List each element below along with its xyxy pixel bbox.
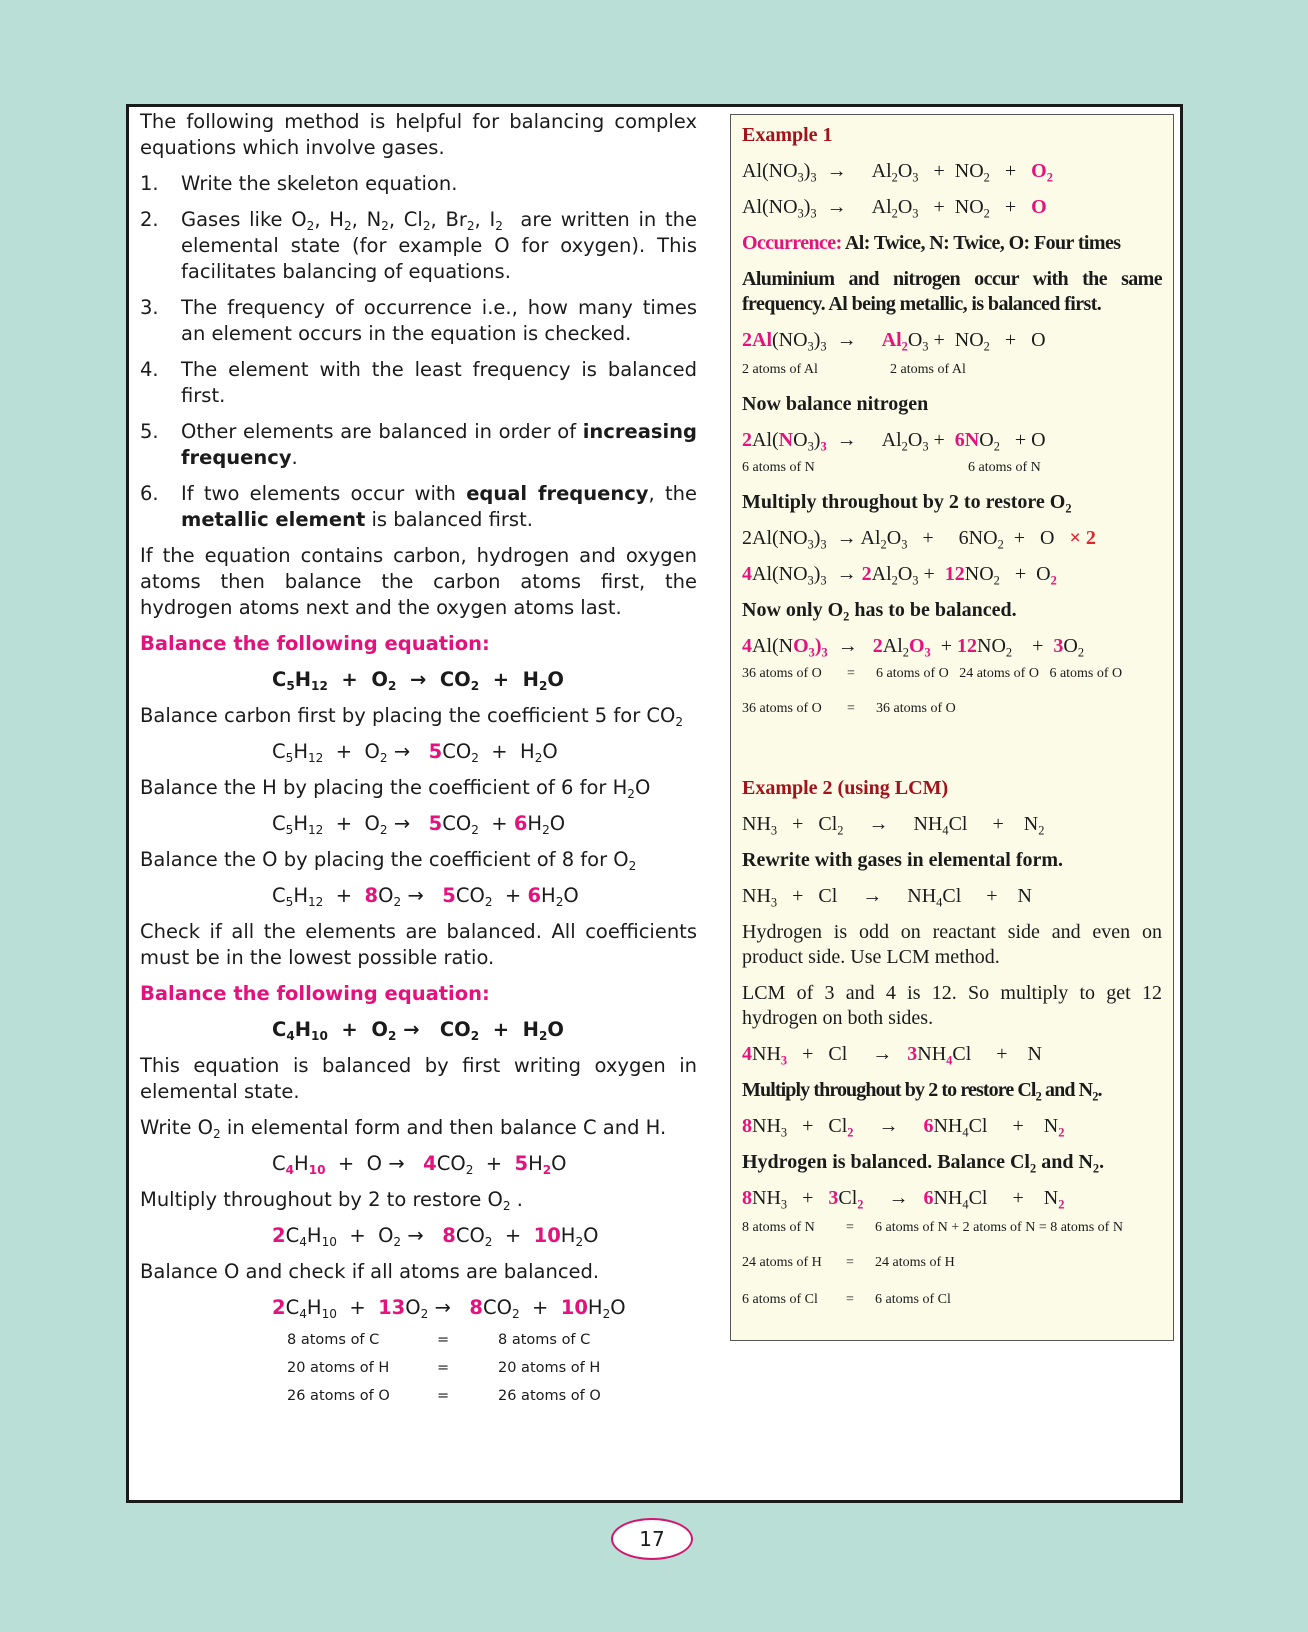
multiply-o2-heading: Multiply throughout by 2 to restore $O_2$: [742, 491, 1072, 516]
write-o2-instruction: Write $O_2$ in elemental form and then balance C and H.: [140, 1116, 667, 1142]
equation-c4h10-skeleton: $C_4H_{10} + O_2 \to CO_2 + H_2O$: [272, 1018, 564, 1044]
section-heading-1: Balance the following equation:: [140, 632, 490, 655]
h-balanced-heading: Hydrogen is balanced. Balance $Cl_2$ and $N_2$.: [742, 1151, 1105, 1176]
equation-c5h12-step2: $C_5H_{12} + O_2 \to 5CO_2 + 6H_2O$: [272, 812, 566, 838]
ex2-multiplied: $8NH_3 + Cl_2$ → $6NH_4Cl$ + $N_2$: [742, 1115, 1065, 1140]
atom-count-row: 26 atoms of O = 26 atoms of O: [287, 1388, 601, 1404]
equation-c4h10-step1: $C_4H_{10} + O \to 4CO_2 + 5H_2O$: [272, 1152, 567, 1178]
final-atom-note: 6 atoms of Cl = 6 atoms of Cl: [742, 1292, 951, 1307]
example-1-title: Example 1: [742, 124, 833, 146]
hydrogen-odd-paragraph: Hydrogen is odd on reactant side and even on product side. Use LCM method.: [742, 921, 1162, 968]
section-heading-2: Balance the following equation:: [140, 982, 490, 1005]
ex1-multiplied: $4Al(NO_3)_3 \to 2Al_2O_3 + 12NO_2 + O_2$: [742, 563, 1057, 588]
now-only-o2-heading: Now only $O_2$ has to be balanced.: [742, 599, 1017, 624]
ex1-balance-al: $2Al(NO_3)_3$ → $Al_2O_3 + NO_2 + O$: [742, 329, 1046, 354]
balance-o-paragraph: Balance O and check if all atoms are balanced.: [140, 1260, 600, 1283]
step-2: 2. Gases like $O_2$, $H_2$, $N_2$, $Cl_2$, $Br_2$, $I_2$ are written in the elemental state (for example O for oxygen). This facilitates balancing of equations.: [140, 208, 697, 283]
atom-count-row: 20 atoms of H = 20 atoms of H: [287, 1360, 601, 1376]
rewrite-heading: Rewrite with gases in elemental form.: [742, 849, 1064, 871]
step-6: 6. If two elements occur with equal frequency, the metallic element is balanced first.: [140, 482, 698, 531]
o-atom-note-2: 36 atoms of O = 36 atoms of O: [742, 701, 956, 716]
al-atom-note: 2 atoms of Al 2 atoms of Al: [742, 362, 966, 377]
ex1-multiply-2: $2Al(NO_3)_3 \to Al_2O_3$ + $6NO_2 + O \times 2$: [742, 527, 1096, 552]
page-number: 17: [611, 1518, 693, 1560]
equation-c4h10-step2: $2C_4H_{10} + O_2 \to 8CO_2 + 10H_2O$: [272, 1224, 599, 1250]
equation-c5h12-step3: $C_5H_{12} + 8O_2 \to 5CO_2 + 6H_2O$: [272, 884, 579, 910]
oxygen-instruction: Balance the O by placing the coefficient of 8 for $O_2$: [140, 848, 637, 874]
lcm-paragraph: LCM of 3 and 4 is 12. So multiply to get 12 hydrogen on both sides.: [742, 982, 1162, 1029]
method-steps: [140, 171, 697, 533]
atom-count-row: 8 atoms of C = 8 atoms of C: [287, 1332, 591, 1348]
step-1: 1. Write the skeleton equation.: [140, 172, 458, 195]
ex1-balance-n: $2Al(NO_3)_3$ → $Al_2O_3 + 6NO_2 + O$: [742, 429, 1046, 454]
equation-c4h10-final: $2C_4H_{10} + 13O_2 \to 8CO_2 + 10H_2O$: [272, 1296, 626, 1322]
ex2-skeleton: $NH_3 + Cl_2$ → $NH_4Cl$ + $N_2$: [742, 813, 1045, 838]
equation-c5h12-step1: $C_5H_{12} + O_2 \to 5CO_2 + H_2O$: [272, 740, 558, 766]
multiply-instruction: Multiply throughout by 2 to restore $O_2$ .: [140, 1188, 523, 1214]
step-4: 4. The element with the least frequency is balanced first.: [140, 358, 697, 407]
ex1-elemental: $Al(NO_3)_3$ → $Al_2O_3 + NO_2 + O$: [742, 196, 1047, 221]
ex2-lcm: $4NH_3 + Cl$ → $3NH_4Cl$ + N: [742, 1043, 1042, 1068]
now-nitrogen-heading: Now balance nitrogen: [742, 393, 929, 415]
ex1-final: $4Al(NO_3)_3 \to 2Al_2O_3 + 12NO_2$ + $3O_2$: [742, 635, 1085, 660]
ex1-skeleton: $Al(NO_3)_3$ → $Al_2O_3 + NO_2 + O_2$: [742, 160, 1053, 185]
hydrogen-instruction: Balance the H by placing the coefficient of 6 for $H_2O$: [140, 776, 651, 802]
final-atom-note: 24 atoms of H = 24 atoms of H: [742, 1255, 955, 1270]
o-atom-note-1: 36 atoms of O = 6 atoms of O 24 atoms of O 6 atoms of O: [742, 666, 1123, 681]
n-atom-note: 6 atoms of N 6 atoms of N: [742, 460, 1041, 475]
example-2-title: Example 2 (using LCM): [742, 777, 949, 799]
intro-paragraph: The following method is helpful for balancing complex equations which involve gases.: [140, 110, 697, 159]
step-5: 5. Other elements are balanced in order of increasing frequency.: [140, 420, 697, 469]
atom-count-table: [140, 1325, 697, 1411]
elemental-paragraph: This equation is balanced by first writing oxygen in elemental state.: [140, 1054, 697, 1103]
equation-c5h12-skeleton: $C_5H_{12} + O_2 \to CO_2 + H_2O$: [272, 668, 564, 694]
examples-panel: [730, 114, 1174, 1341]
ex2-final: $8NH_3 + 3Cl_2$ → $6NH_4Cl$ + $N_2$: [742, 1187, 1065, 1212]
ex2-elemental: $NH_3 + Cl$ → $NH_4Cl$ + N: [742, 885, 1032, 910]
page-frame: [126, 104, 1183, 1503]
final-atom-note: 8 atoms of N = 6 atoms of N + 2 atoms of N = 8 atoms of N: [742, 1220, 1123, 1235]
check-paragraph: Check if all the elements are balanced. All coefficients must be in the lowest possible ratio.: [140, 920, 697, 969]
multiply-cl-heading: Multiply throughout by 2 to restore $Cl_2$ and $N_2$.: [742, 1079, 1102, 1104]
aluminium-paragraph: Aluminium and nitrogen occur with the same frequency. Al being metallic, is balanced first.: [742, 268, 1162, 315]
occurrence-line: Occurrence: Al: Twice, N: Twice, O: Four times: [742, 232, 1121, 254]
step-3: 3. The frequency of occurrence i.e., how many times an element occurs in the equation is checked.: [140, 296, 697, 345]
chno-paragraph: If the equation contains carbon, hydrogen and oxygen atoms then balance the carbon atoms first, the hydrogen atoms next and the oxygen atoms last.: [140, 544, 697, 619]
carbon-instruction: Balance carbon first by placing the coefficient 5 for $CO_2$: [140, 704, 684, 730]
left-column: [140, 109, 697, 1411]
